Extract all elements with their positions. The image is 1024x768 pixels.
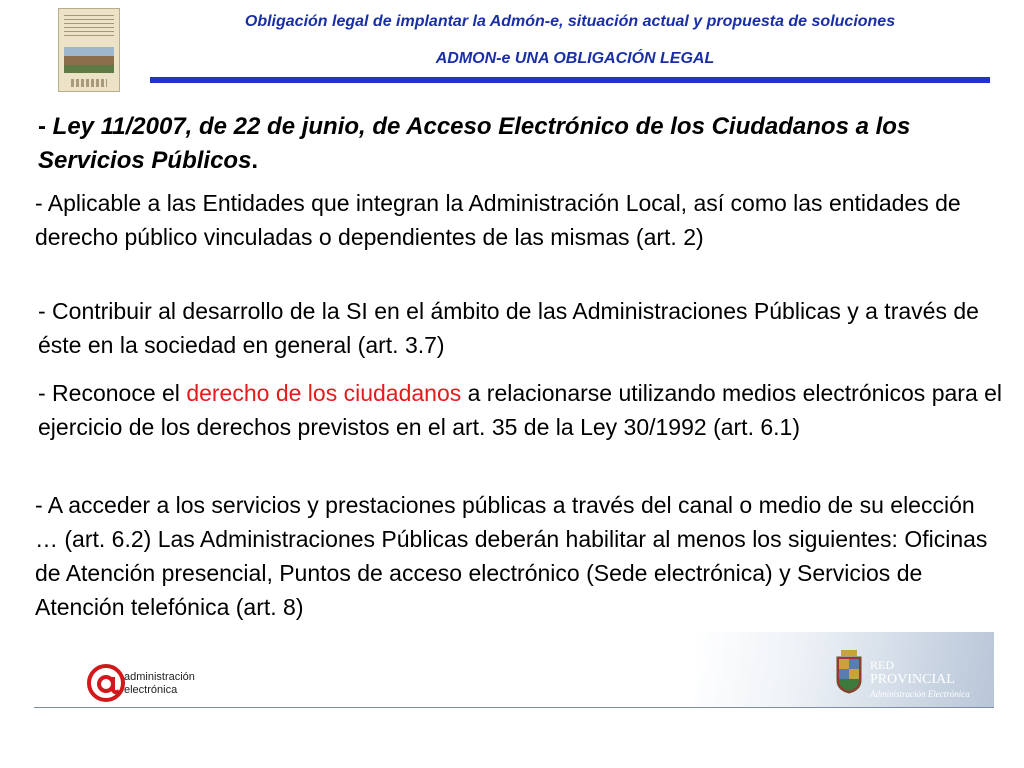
book-cover-image xyxy=(58,8,120,92)
header-divider xyxy=(150,77,990,83)
point-citizen-rights-before: - Reconoce el xyxy=(38,380,187,406)
point-citizen-rights-after: a relacionarse utilizando medios electrónicos para el ejercicio de los derechos previstos en el art. 35 de la Ley 30/1992 (art. 6.1) xyxy=(38,380,1003,440)
point-citizen-rights xyxy=(38,376,1008,444)
red-provincial-line2: PROVINCIAL xyxy=(870,672,955,687)
law-heading xyxy=(38,110,1013,178)
administracion-electronica-logo xyxy=(86,663,226,707)
law-heading-suffix: . xyxy=(251,147,259,174)
red-provincial-line1: RED xyxy=(870,658,894,672)
citizen-rights-highlight: derecho de los ciudadanos xyxy=(186,380,462,406)
admin-logo-line2: electrónica xyxy=(124,684,178,696)
red-provincial-line3: Administración Electrónica xyxy=(870,689,970,699)
page-header-title: Obligación legal de implantar la Admón-e, situación actual y propuesta de soluciones xyxy=(244,13,896,30)
footer-divider xyxy=(34,707,994,708)
point-information-society: - Contribuir al desarrollo de la SI en el ámbito de las Administraciones Públicas y a través de éste en la sociedad en general (art. 3.7) xyxy=(38,298,979,358)
law-heading-prefix: - xyxy=(38,113,53,140)
point-access-channels: - A acceder a los servicios y prestaciones públicas a través del canal o medio de su elección … (art. 6.2) Las Administraciones Públicas deberán habilitar al menos los siguientes: Oficinas de Atención presencial, Puntos de acceso electrónico (Sede electrónica) y Servicios de Atención telefónica (art. 8) xyxy=(35,492,988,620)
page-header-subtitle: ADMON-e UNA OBLIGACIÓN LEGAL xyxy=(435,50,715,67)
admin-logo-line1: administración xyxy=(124,671,195,683)
law-name: Ley 11/2007, de 22 de junio, de Acceso Electrónico de los Ciudadanos a los Servicios Públicos xyxy=(38,113,911,174)
coat-of-arms-icon xyxy=(835,650,863,694)
point-applicability: - Aplicable a las Entidades que integran la Administración Local, así como las entidades de derecho público vinculadas o dependientes de las mismas (art. 2) xyxy=(35,190,961,250)
at-sign-icon xyxy=(86,663,126,703)
